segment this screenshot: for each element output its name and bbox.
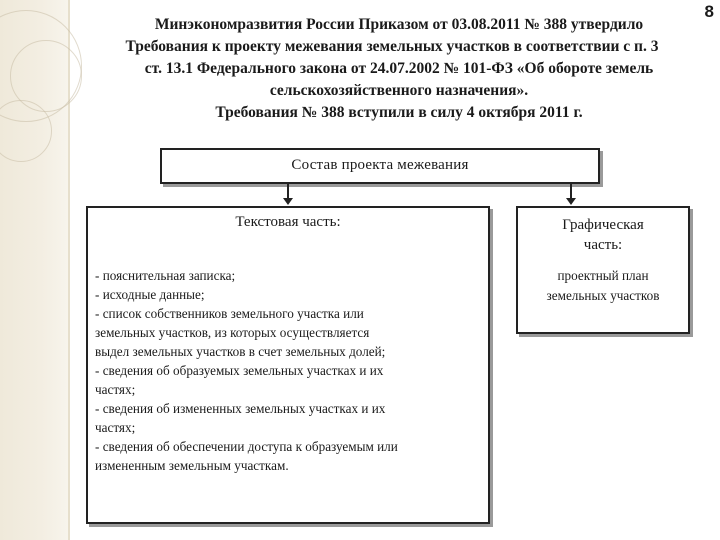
slide-header <box>84 14 714 124</box>
graphic-part-title <box>518 215 688 255</box>
header-line: Минэкономразвития России Приказом от 03.08.2011 № 388 утвердило <box>154 16 644 33</box>
text-part-list <box>95 266 487 475</box>
text-part-item: - исходные данные; <box>95 287 205 302</box>
text-part-item: - пояснительная записка; <box>95 268 236 283</box>
text-part-item: частях; <box>95 382 136 397</box>
text-part-title: Текстовая часть: <box>235 214 341 230</box>
diagram-root-title: Состав проекта межевания <box>291 157 469 173</box>
graphic-part-body-line: земельных участков <box>546 288 660 303</box>
diagram-root-box <box>160 148 600 184</box>
header-line: сельскохозяйственного назначения». <box>269 82 529 99</box>
arrow-to-graphic-part <box>570 184 572 199</box>
header-line: ст. 13.1 Федерального закона от 24.07.2002 № 101-ФЗ «Об обороте земель <box>144 60 654 77</box>
text-part-item: выдел земельных участков в счет земельных долей; <box>95 344 386 359</box>
text-part-box <box>86 206 490 524</box>
page-number: 8 <box>704 2 714 21</box>
text-part-item: измененным земельным участкам. <box>95 458 289 473</box>
graphic-part-title-line: Графическая <box>562 217 644 233</box>
text-part-item: - сведения об образуемых земельных участках и их <box>95 363 384 378</box>
text-part-item: частях; <box>95 420 136 435</box>
text-part-item: земельных участков, из которых осуществляется <box>95 325 370 340</box>
graphic-part-body <box>518 266 688 306</box>
header-line: Требования к проекту межевания земельных участков в соответствии с п. 3 <box>125 38 659 55</box>
arrow-to-text-part <box>287 184 289 199</box>
text-part-item: - сведения об измененных земельных участках и их <box>95 401 386 416</box>
text-part-item: - сведения об обеспечении доступа к образуемым или <box>95 439 398 454</box>
header-line: Требования № 388 вступили в силу 4 октября 2011 г. <box>215 104 583 121</box>
graphic-part-title-line: часть: <box>583 237 623 253</box>
text-part-item: - список собственников земельного участка или <box>95 306 364 321</box>
graphic-part-body-line: проектный план <box>557 268 649 283</box>
graphic-part-box <box>516 206 690 334</box>
